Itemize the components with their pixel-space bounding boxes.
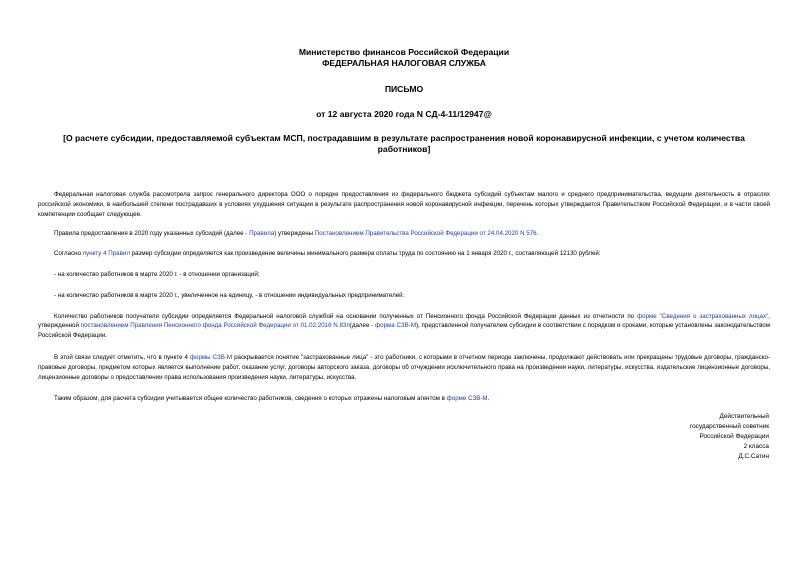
paragraph-text: ), представленной получателем субсидии в соответствии с порядком и сроками, которые установлены законодательством Российской Федерации. bbox=[38, 322, 771, 340]
paragraph-text: Правила предоставления в 2020 году указанных субсидий (далее - bbox=[54, 230, 250, 238]
paragraph-subsidy-size bbox=[38, 249, 770, 259]
paragraph-text: . bbox=[536, 230, 539, 238]
signature-block bbox=[690, 412, 769, 462]
document-type: ПИСЬМО bbox=[384, 84, 424, 94]
paragraph-insured-persons bbox=[38, 353, 770, 382]
paragraph-text: Таким образом, для расчета субсидии учитывается общее количество работников, сведения о которых отражены налоговым агентом в bbox=[54, 395, 447, 403]
ministry-name: Министерство финансов Российской Федерации bbox=[298, 47, 510, 57]
service-name: ФЕДЕРАЛЬНАЯ НАЛОГОВАЯ СЛУЖБА bbox=[322, 58, 486, 68]
document-subject: [О расчете субсидии, предоставляемой субъектам МСП, пострадавшим в результате распространения новой коронавирусной инфекции, с учетом количества работников] bbox=[63, 133, 745, 154]
paragraph-text: Количество работников получателя субсидии определяется Федеральной налоговой службой на основании полученных от Пенсионного фонда Российской Федерации данных из отчетности по bbox=[54, 312, 638, 320]
rules-item-4-link[interactable]: пункту 4 Правил bbox=[82, 250, 130, 258]
paragraph-conclusion bbox=[38, 394, 770, 404]
pension-fund-resolution-link[interactable]: постановлением Правления Пенсионного фонда Российской Федерации от 01.02.2016 N 83п bbox=[80, 322, 350, 330]
paragraph-text: (далее - bbox=[349, 322, 376, 330]
szv-m-form-link[interactable]: форма СЗВ-М bbox=[375, 322, 416, 330]
document-page bbox=[38, 0, 770, 404]
rules-link[interactable]: Правила bbox=[249, 230, 275, 238]
signature-title-line: Действительный bbox=[719, 413, 769, 420]
signature-class-line: 2 класса bbox=[743, 443, 769, 450]
paragraph-text: , утвержденной bbox=[38, 312, 771, 330]
insured-persons-form-link[interactable]: форме "Сведения о застрахованных лицах" bbox=[637, 312, 769, 320]
signatory-name: Д.С.Сатин bbox=[738, 453, 769, 460]
paragraph-rules bbox=[38, 229, 770, 239]
paragraph-text: ) утверждены bbox=[274, 230, 315, 238]
paragraph-text: . bbox=[487, 395, 490, 403]
paragraph-text: Согласно bbox=[54, 250, 83, 258]
document-date-number: от 12 августа 2020 года N СД-4-11/12947@ bbox=[316, 109, 492, 119]
paragraph-intro: Федеральная налоговая служба рассмотрела запрос генерального директора ООО о порядке предоставления из федерального бюджета субсидий субъектам малого и среднего предпринимательства, ведущим деятельность в отраслях российской экономики, в наибольшей степени пострадавших в условиях ухудшения ситуации в результате распространения новой коронавирусной инфекции, перечень которых утверждается Правительством Российской Федерации, и в части своей компетенции сообщает следующее. bbox=[38, 191, 770, 218]
paragraph-entrepreneurs: - на количество работников в марте 2020 г., увеличенное на единицу, - в отношении индивидуальных предпринимателей. bbox=[54, 291, 405, 299]
paragraph-text: В этой связи следует отметить, что в пункте 4 bbox=[54, 353, 190, 361]
document-body bbox=[38, 190, 770, 404]
paragraph-employee-count bbox=[38, 312, 770, 341]
signature-title-line: государственный советник bbox=[689, 423, 769, 430]
paragraph-organizations: - на количество работников в марте 2020 г. - в отношении организаций; bbox=[54, 270, 260, 278]
paragraph-text: раскрывается понятие "застрахованные лица" - это работники, с которыми в отчетном периоде заключены, продолжают действовать или прекращены трудовые договоры, гражданско-правовые договоры, предметом которых является выполнение работ, оказание услуг, договоры авторского заказа, договоры об отчуждении исключительного права на произведения науки, литературы, искусства, издательские лицензионные договоры, лицензионные договоры о предоставлении права использования произведения науки, литературы, искусства. bbox=[38, 353, 771, 381]
signature-title-line: Российской Федерации bbox=[699, 433, 769, 440]
government-decree-link[interactable]: Постановлением Правительства Российской Федерации от 24.04.2020 N 576 bbox=[314, 230, 537, 238]
paragraph-text: размер субсидии определяется как произведение величины минимального размера оплаты труда по состоянию на 1 января 2020 г., составляющей 12130 рублей: bbox=[129, 250, 601, 258]
szv-m-form-link[interactable]: формы СЗВ-М bbox=[189, 353, 233, 361]
szv-m-form-link[interactable]: форме СЗВ-М bbox=[446, 395, 488, 403]
